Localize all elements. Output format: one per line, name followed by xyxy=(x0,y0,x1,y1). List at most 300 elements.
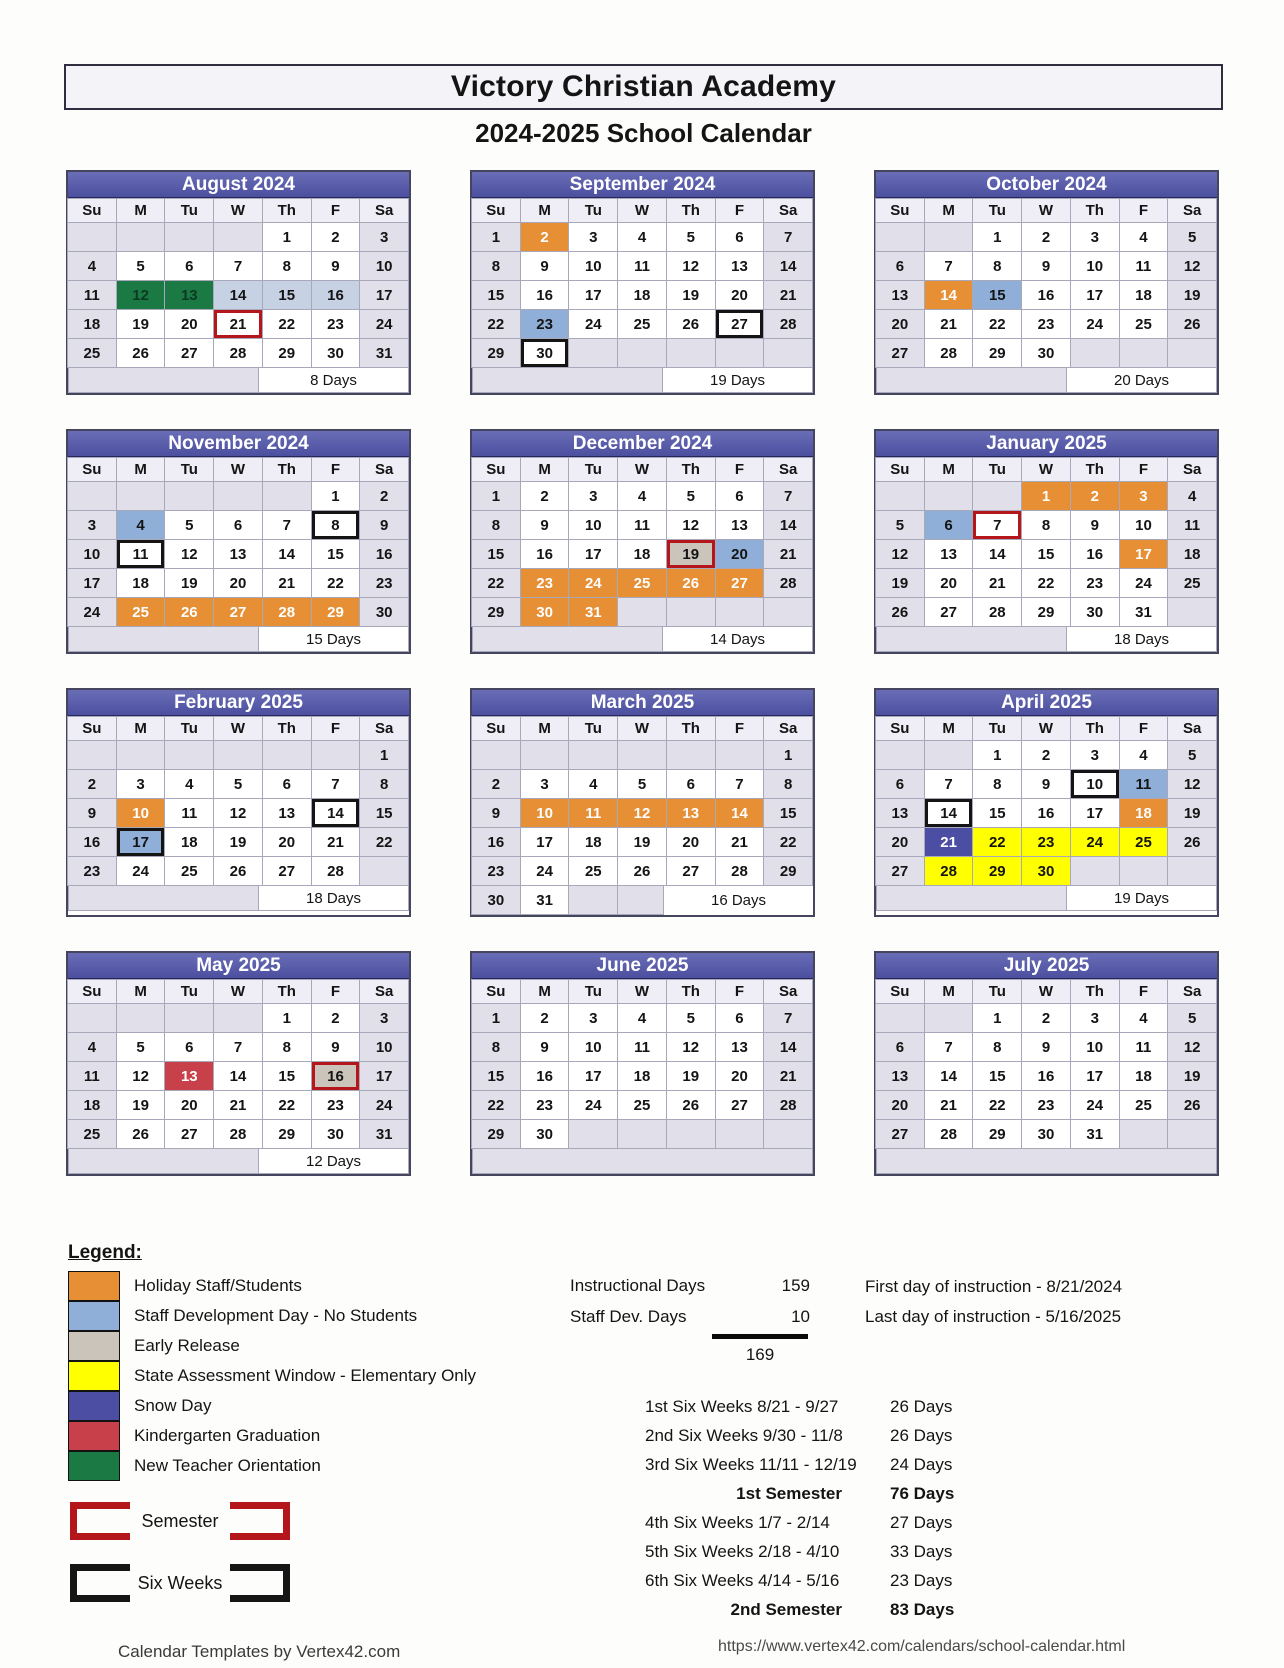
day-12: 12 xyxy=(164,539,214,569)
day-empty xyxy=(116,1003,166,1033)
month-title: December 2024 xyxy=(472,431,813,458)
day-26: 26 xyxy=(666,568,716,598)
week-row xyxy=(876,569,1217,598)
dow-row xyxy=(68,199,409,223)
period-label: 2nd Semester xyxy=(730,1599,842,1619)
dow-row xyxy=(472,717,813,741)
day-18: 18 xyxy=(1167,539,1217,569)
dow-row xyxy=(68,458,409,482)
day-22: 22 xyxy=(972,309,1022,339)
dow-label: Tu xyxy=(972,457,1022,482)
day-4: 4 xyxy=(164,769,214,799)
day-5: 5 xyxy=(666,222,716,252)
week-row xyxy=(68,569,409,598)
day-18: 18 xyxy=(116,568,166,598)
week-row xyxy=(472,511,813,540)
day-13: 13 xyxy=(875,798,925,828)
day-24: 24 xyxy=(67,597,117,627)
day-27: 27 xyxy=(875,338,925,368)
day-20: 20 xyxy=(924,568,974,598)
day-empty xyxy=(924,222,974,252)
dow-label: Th xyxy=(262,716,312,741)
day-16: 16 xyxy=(311,1061,361,1091)
instructional-days-count: 16 Days xyxy=(663,886,813,915)
day-18: 18 xyxy=(67,1090,117,1120)
instructional-days-label: Instructional Days xyxy=(570,1275,706,1295)
day-27: 27 xyxy=(924,597,974,627)
month-december-2024 xyxy=(470,429,815,654)
day-24: 24 xyxy=(568,309,618,339)
day-23: 23 xyxy=(520,568,570,598)
day-11: 11 xyxy=(1119,1032,1169,1062)
dow-label: Su xyxy=(875,979,925,1004)
day-6: 6 xyxy=(715,1003,765,1033)
day-24: 24 xyxy=(359,309,409,339)
bracket-row-six xyxy=(70,1564,290,1602)
day-24: 24 xyxy=(1070,827,1120,857)
day-empty xyxy=(116,222,166,252)
day-25: 25 xyxy=(568,856,618,886)
staffdev-days-value: 10 xyxy=(791,1306,810,1326)
month-footer-row xyxy=(68,626,409,652)
day-12: 12 xyxy=(617,798,667,828)
day-17: 17 xyxy=(568,1061,618,1091)
week-row xyxy=(876,310,1217,339)
week-row xyxy=(876,511,1217,540)
week-row xyxy=(68,857,409,886)
week-row xyxy=(876,1033,1217,1062)
dow-row xyxy=(876,458,1217,482)
day-8: 8 xyxy=(262,1032,312,1062)
day-28: 28 xyxy=(763,568,813,598)
day-3: 3 xyxy=(1070,1003,1120,1033)
day-11: 11 xyxy=(116,539,166,569)
day-16: 16 xyxy=(311,280,361,310)
day-23: 23 xyxy=(1021,1090,1071,1120)
week-row xyxy=(472,799,813,828)
period-row xyxy=(645,1421,1085,1450)
dow-label: W xyxy=(1021,979,1071,1004)
day-25: 25 xyxy=(617,568,667,598)
dow-label: Su xyxy=(875,716,925,741)
day-6: 6 xyxy=(262,769,312,799)
day-empty xyxy=(666,1119,716,1149)
day-9: 9 xyxy=(1021,251,1071,281)
day-19: 19 xyxy=(116,309,166,339)
dow-label: Su xyxy=(471,457,521,482)
day-15: 15 xyxy=(972,280,1022,310)
week-row xyxy=(68,741,409,770)
day-11: 11 xyxy=(164,798,214,828)
dow-label: Su xyxy=(67,979,117,1004)
day-12: 12 xyxy=(1167,1032,1217,1062)
day-2: 2 xyxy=(311,1003,361,1033)
day-2: 2 xyxy=(520,481,570,511)
day-18: 18 xyxy=(617,1061,667,1091)
day-18: 18 xyxy=(617,539,667,569)
month-title: January 2025 xyxy=(876,431,1217,458)
day-5: 5 xyxy=(164,510,214,540)
day-17: 17 xyxy=(67,568,117,598)
month-title: August 2024 xyxy=(68,172,409,199)
dow-label: M xyxy=(520,198,570,223)
day-27: 27 xyxy=(875,856,925,886)
month-title: November 2024 xyxy=(68,431,409,458)
day-31: 31 xyxy=(1070,1119,1120,1149)
day-empty xyxy=(875,740,925,770)
orient-color-swatch xyxy=(68,1451,120,1481)
day-empty xyxy=(972,481,1022,511)
day-9: 9 xyxy=(520,510,570,540)
dow-label: M xyxy=(520,716,570,741)
day-2: 2 xyxy=(1021,740,1071,770)
week-row xyxy=(68,828,409,857)
day-30: 30 xyxy=(471,885,521,915)
day-4: 4 xyxy=(1119,222,1169,252)
day-13: 13 xyxy=(924,539,974,569)
period-row xyxy=(645,1508,1085,1537)
day-29: 29 xyxy=(972,856,1022,886)
period-label: 1st Semester xyxy=(736,1483,842,1503)
day-28: 28 xyxy=(311,856,361,886)
day-empty xyxy=(359,856,409,886)
day-1: 1 xyxy=(763,740,813,770)
day-21: 21 xyxy=(924,1090,974,1120)
day-10: 10 xyxy=(116,798,166,828)
day-12: 12 xyxy=(666,251,716,281)
dow-label: Th xyxy=(1070,457,1120,482)
period-days-value: 24 Days xyxy=(890,1454,953,1474)
day-1: 1 xyxy=(359,740,409,770)
day-30: 30 xyxy=(520,597,570,627)
day-16: 16 xyxy=(520,539,570,569)
legend-row-staffdev xyxy=(68,1301,476,1331)
week-row xyxy=(876,1062,1217,1091)
day-10: 10 xyxy=(359,1032,409,1062)
legend-label-orient: New Teacher Orientation xyxy=(134,1456,321,1475)
day-20: 20 xyxy=(262,827,312,857)
week-row xyxy=(472,223,813,252)
day-9: 9 xyxy=(1021,769,1071,799)
assess-color-swatch xyxy=(68,1361,120,1391)
month-title: October 2024 xyxy=(876,172,1217,199)
day-11: 11 xyxy=(568,798,618,828)
period-days-value: 26 Days xyxy=(890,1425,953,1445)
day-22: 22 xyxy=(471,1090,521,1120)
dow-label: F xyxy=(715,198,765,223)
dow-label: Sa xyxy=(763,457,813,482)
day-6: 6 xyxy=(875,1032,925,1062)
dow-label: Th xyxy=(262,979,312,1004)
legend-label-kgrad: Kindergarten Graduation xyxy=(134,1426,321,1445)
day-5: 5 xyxy=(1167,1003,1217,1033)
week-row xyxy=(876,1120,1217,1149)
day-1: 1 xyxy=(311,481,361,511)
day-18: 18 xyxy=(1119,798,1169,828)
day-empty xyxy=(666,597,716,627)
day-27: 27 xyxy=(715,568,765,598)
week-row xyxy=(472,1062,813,1091)
dow-row xyxy=(876,199,1217,223)
day-28: 28 xyxy=(715,856,765,886)
day-13: 13 xyxy=(875,280,925,310)
legend-label-assess: State Assessment Window - Elementary Only xyxy=(134,1366,477,1385)
day-30: 30 xyxy=(1070,597,1120,627)
day-20: 20 xyxy=(715,280,765,310)
day-10: 10 xyxy=(359,251,409,281)
day-9: 9 xyxy=(311,1032,361,1062)
day-15: 15 xyxy=(471,280,521,310)
day-26: 26 xyxy=(1167,1090,1217,1120)
dow-label: Th xyxy=(666,979,716,1004)
day-29: 29 xyxy=(311,597,361,627)
day-27: 27 xyxy=(164,1119,214,1149)
day-20: 20 xyxy=(875,827,925,857)
day-15: 15 xyxy=(471,1061,521,1091)
day-19: 19 xyxy=(666,539,716,569)
day-13: 13 xyxy=(164,1061,214,1091)
day-empty xyxy=(164,1003,214,1033)
dow-label: W xyxy=(213,979,263,1004)
week-row xyxy=(472,1091,813,1120)
day-17: 17 xyxy=(359,280,409,310)
day-empty xyxy=(617,740,667,770)
dow-label: Sa xyxy=(359,979,409,1004)
day-20: 20 xyxy=(715,539,765,569)
day-8: 8 xyxy=(972,769,1022,799)
day-5: 5 xyxy=(666,1003,716,1033)
week-row xyxy=(876,540,1217,569)
week-row xyxy=(472,540,813,569)
period-label: 5th Six Weeks 2/18 - 4/10 xyxy=(645,1541,840,1561)
dow-label: Tu xyxy=(568,716,618,741)
day-24: 24 xyxy=(1070,309,1120,339)
dow-label: Sa xyxy=(359,716,409,741)
total-days-value: 169 xyxy=(745,1345,775,1364)
day-27: 27 xyxy=(213,597,263,627)
period-label: 4th Six Weeks 1/7 - 2/14 xyxy=(645,1512,830,1532)
day-28: 28 xyxy=(262,597,312,627)
day-empty xyxy=(164,740,214,770)
day-empty xyxy=(67,1003,117,1033)
day-21: 21 xyxy=(763,1061,813,1091)
day-4: 4 xyxy=(617,1003,667,1033)
instructional-days-count: 14 Days xyxy=(662,627,812,651)
period-row xyxy=(645,1537,1085,1566)
week-row xyxy=(68,540,409,569)
day-7: 7 xyxy=(213,1032,263,1062)
day-12: 12 xyxy=(1167,251,1217,281)
day-14: 14 xyxy=(924,280,974,310)
day-30: 30 xyxy=(1021,1119,1071,1149)
day-5: 5 xyxy=(116,1032,166,1062)
month-footer-row xyxy=(876,626,1217,652)
week-row xyxy=(876,770,1217,799)
dow-label: Th xyxy=(666,198,716,223)
day-empty xyxy=(617,1119,667,1149)
day-6: 6 xyxy=(875,251,925,281)
legend-label-snow: Snow Day xyxy=(134,1396,212,1415)
dow-label: Sa xyxy=(1167,457,1217,482)
week-row xyxy=(472,482,813,511)
day-19: 19 xyxy=(666,1061,716,1091)
day-13: 13 xyxy=(715,251,765,281)
day-14: 14 xyxy=(972,539,1022,569)
bracket-label-sem: Semester xyxy=(141,1510,219,1531)
day-13: 13 xyxy=(213,539,263,569)
day-7: 7 xyxy=(972,510,1022,540)
dow-row xyxy=(68,980,409,1004)
legend-label-early: Early Release xyxy=(134,1336,240,1355)
week-row xyxy=(472,857,813,886)
day-24: 24 xyxy=(520,856,570,886)
school-name-title: Victory Christian Academy xyxy=(64,64,1223,110)
dow-label: Tu xyxy=(568,198,618,223)
day-21: 21 xyxy=(262,568,312,598)
day-4: 4 xyxy=(617,222,667,252)
day-21: 21 xyxy=(213,309,263,339)
day-20: 20 xyxy=(164,309,214,339)
month-august-2024 xyxy=(66,170,411,395)
bracket-label-six: Six Weeks xyxy=(137,1572,223,1593)
day-25: 25 xyxy=(116,597,166,627)
day-22: 22 xyxy=(972,1090,1022,1120)
first-day-of-instruction: First day of instruction - 8/21/2024 xyxy=(865,1277,1123,1296)
week-row xyxy=(472,1120,813,1149)
day-27: 27 xyxy=(715,1090,765,1120)
dow-label: Sa xyxy=(763,716,813,741)
six-close-bracket xyxy=(230,1564,290,1602)
day-20: 20 xyxy=(666,827,716,857)
day-4: 4 xyxy=(1167,481,1217,511)
day-21: 21 xyxy=(311,827,361,857)
day-14: 14 xyxy=(763,510,813,540)
day-25: 25 xyxy=(617,309,667,339)
day-6: 6 xyxy=(164,251,214,281)
day-3: 3 xyxy=(520,769,570,799)
day-15: 15 xyxy=(972,798,1022,828)
day-19: 19 xyxy=(164,568,214,598)
day-empty xyxy=(520,740,570,770)
day-28: 28 xyxy=(213,338,263,368)
day-14: 14 xyxy=(924,1061,974,1091)
day-29: 29 xyxy=(972,1119,1022,1149)
dow-label: M xyxy=(520,457,570,482)
day-empty xyxy=(1119,338,1169,368)
day-empty xyxy=(67,481,117,511)
dow-label: Su xyxy=(875,198,925,223)
day-30: 30 xyxy=(311,338,361,368)
day-18: 18 xyxy=(617,280,667,310)
month-title: June 2025 xyxy=(472,953,813,980)
day-31: 31 xyxy=(1119,597,1169,627)
week-row xyxy=(876,799,1217,828)
day-31: 31 xyxy=(359,1119,409,1149)
week-row xyxy=(68,598,409,627)
day-14: 14 xyxy=(763,251,813,281)
day-21: 21 xyxy=(715,827,765,857)
day-2: 2 xyxy=(520,222,570,252)
day-9: 9 xyxy=(1070,510,1120,540)
day-20: 20 xyxy=(875,309,925,339)
day-17: 17 xyxy=(520,827,570,857)
calendar-subtitle: 2024-2025 School Calendar xyxy=(475,118,812,148)
dow-label: Sa xyxy=(763,979,813,1004)
day-25: 25 xyxy=(1167,568,1217,598)
day-28: 28 xyxy=(972,597,1022,627)
dow-label: W xyxy=(213,457,263,482)
week-row xyxy=(68,1091,409,1120)
staffdev-color-swatch xyxy=(68,1301,120,1331)
day-19: 19 xyxy=(1167,798,1217,828)
day-19: 19 xyxy=(666,280,716,310)
dow-label: M xyxy=(116,979,166,1004)
dow-label: Tu xyxy=(164,716,214,741)
months-grid xyxy=(66,170,1219,1176)
day-25: 25 xyxy=(67,338,117,368)
day-25: 25 xyxy=(1119,309,1169,339)
day-17: 17 xyxy=(116,827,166,857)
day-10: 10 xyxy=(1119,510,1169,540)
day-23: 23 xyxy=(311,1090,361,1120)
month-footer-row xyxy=(876,1148,1217,1174)
day-29: 29 xyxy=(471,1119,521,1149)
grading-periods xyxy=(645,1392,1085,1624)
day-27: 27 xyxy=(262,856,312,886)
day-empty xyxy=(617,338,667,368)
day-empty xyxy=(1167,856,1217,886)
week-row xyxy=(472,1033,813,1062)
day-23: 23 xyxy=(1070,568,1120,598)
day-empty xyxy=(262,481,312,511)
day-3: 3 xyxy=(1070,740,1120,770)
legend xyxy=(68,1242,476,1481)
day-3: 3 xyxy=(359,222,409,252)
day-empty xyxy=(311,740,361,770)
legend-row-early xyxy=(68,1331,476,1361)
day-9: 9 xyxy=(520,251,570,281)
dow-label: Sa xyxy=(359,457,409,482)
dow-label: Su xyxy=(67,198,117,223)
day-14: 14 xyxy=(763,1032,813,1062)
day-7: 7 xyxy=(924,769,974,799)
day-empty xyxy=(875,222,925,252)
day-empty xyxy=(666,338,716,368)
day-17: 17 xyxy=(1070,1061,1120,1091)
month-title: April 2025 xyxy=(876,690,1217,717)
week-row xyxy=(68,252,409,281)
day-empty xyxy=(213,222,263,252)
week-row xyxy=(472,281,813,310)
day-6: 6 xyxy=(924,510,974,540)
day-29: 29 xyxy=(471,338,521,368)
day-19: 19 xyxy=(116,1090,166,1120)
day-1: 1 xyxy=(972,1003,1022,1033)
day-1: 1 xyxy=(262,222,312,252)
period-days-value: 26 Days xyxy=(890,1396,953,1416)
dow-label: Th xyxy=(1070,198,1120,223)
day-4: 4 xyxy=(1119,1003,1169,1033)
day-7: 7 xyxy=(763,481,813,511)
day-empty xyxy=(568,338,618,368)
day-empty xyxy=(763,338,813,368)
week-row xyxy=(876,598,1217,627)
week-row xyxy=(472,569,813,598)
day-23: 23 xyxy=(67,856,117,886)
day-30: 30 xyxy=(359,597,409,627)
day-1: 1 xyxy=(972,222,1022,252)
day-15: 15 xyxy=(1021,539,1071,569)
